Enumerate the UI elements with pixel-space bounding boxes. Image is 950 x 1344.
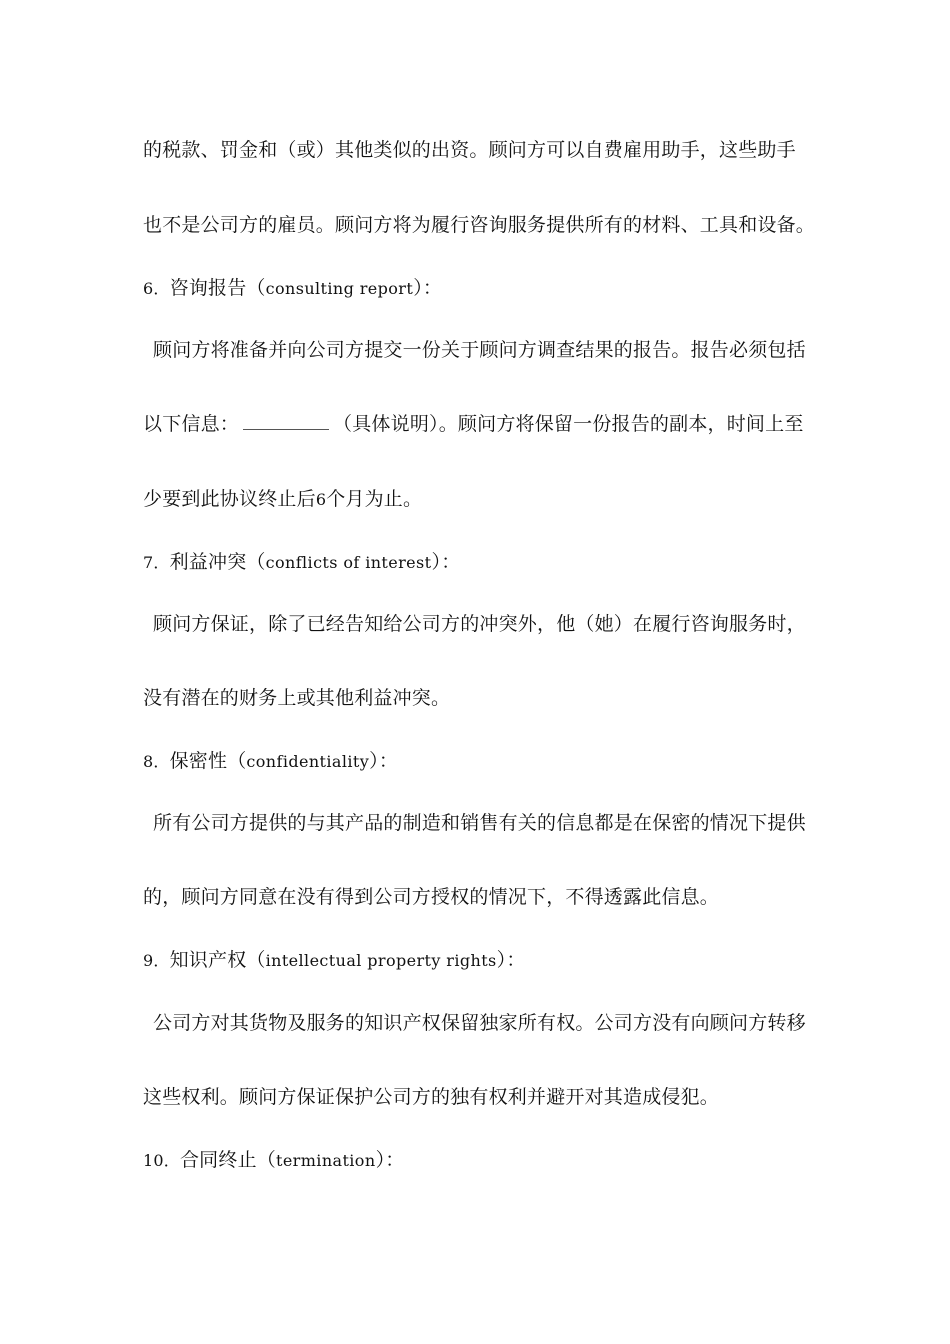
text-fragment: 个月为止。 (326, 488, 423, 510)
section-title: 保密性 (169, 750, 228, 772)
paren-close: ） (375, 1149, 386, 1171)
paren-close: ） (431, 551, 442, 573)
paren-close: ） (369, 750, 379, 772)
section-heading-7 (143, 550, 813, 575)
paren-open: （ (246, 551, 266, 573)
paragraph-line: 这些权利。顾问方保证保护公司方的独有权利并避开对其造成侵犯。 (143, 1086, 720, 1108)
paragraph-line: 所有公司方提供的与其产品的制造和销售有关的信息都是在保密的情况下提供 (153, 812, 806, 834)
section-title: 利益冲突 (169, 551, 247, 573)
section-title-en: termination (275, 1151, 376, 1170)
section-number: 8． (143, 752, 170, 771)
colon: ： (441, 551, 461, 573)
section-heading-6 (143, 276, 813, 301)
colon: ： (422, 277, 443, 299)
section-title-en: intellectual property rights (265, 951, 497, 970)
fill-in-blank (243, 415, 329, 430)
paragraph-line: 顾问方将准备并向公司方提交一份关于顾问方调查结果的报告。报告必须包括 (153, 339, 806, 361)
paragraph-line: 的税款、罚金和（或）其他类似的出资。顾问方可以自费雇用助手，这些助手 (143, 139, 796, 161)
paragraph-line: 顾问方保证，除了已经告知给公司方的冲突外，他（她）在履行咨询服务时， (153, 613, 806, 635)
colon: ： (506, 949, 526, 971)
paren-open: （ (256, 1149, 276, 1171)
paragraph-line (143, 487, 813, 512)
section-number: 6． (143, 279, 170, 298)
text-fragment: 少要到此协议终止后 (143, 488, 316, 510)
section-heading-10 (143, 1148, 813, 1173)
section-title-en: consulting report (265, 279, 414, 298)
section-number: 7． (143, 553, 170, 572)
paren-close: ） (413, 277, 423, 299)
paren-close: ） (496, 949, 507, 971)
section-number: 10． (143, 1151, 180, 1170)
paragraph-line (143, 412, 813, 436)
section-heading-9 (143, 948, 813, 973)
section-heading-8 (143, 749, 813, 774)
paren-open: （ (227, 750, 247, 772)
paragraph-line: 也不是公司方的雇员。顾问方将为履行咨询服务提供所有的材料、工具和设备。 (143, 214, 816, 236)
text-fragment: （具体说明）。顾问方将保留一份报告的副本，时间上至 (333, 413, 804, 435)
paren-open: （ (246, 277, 266, 299)
colon: ： (378, 750, 399, 772)
section-number: 9． (143, 951, 170, 970)
text-fragment: 以下信息： (143, 413, 240, 435)
paren-open: （ (246, 949, 266, 971)
section-title: 咨询报告 (169, 277, 247, 299)
colon: ： (385, 1149, 405, 1171)
number-value: 6 (315, 490, 327, 509)
paragraph-line: 的，顾问方同意在没有得到公司方授权的情况下，不得透露此信息。 (143, 886, 720, 908)
section-title-en: conflicts of interest (265, 553, 432, 572)
section-title: 合同终止 (179, 1149, 257, 1171)
paragraph-line: 没有潜在的财务上或其他利益冲突。 (143, 687, 451, 709)
section-title-en: confidentiality (246, 752, 370, 771)
section-title: 知识产权 (169, 949, 247, 971)
paragraph-line: 公司方对其货物及服务的知识产权保留独家所有权。公司方没有向顾问方转移 (153, 1012, 806, 1034)
